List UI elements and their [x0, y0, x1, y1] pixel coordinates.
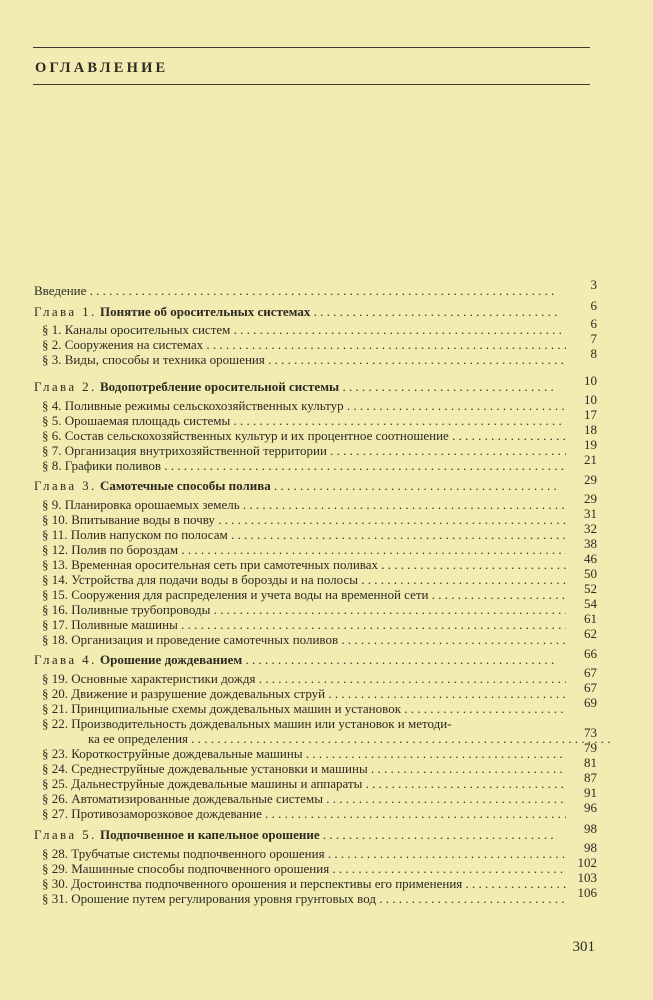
section-title: Поливные трубопроводы	[71, 602, 211, 617]
section-title-continued: ка ее определения	[88, 731, 189, 746]
toc-section-entry	[0, 521, 653, 542]
section-title: Графики поливов	[64, 458, 162, 473]
section-number: § 17.	[42, 617, 68, 632]
section-number: § 5.	[42, 413, 62, 428]
toc-chapter-entry	[0, 298, 653, 319]
toc-page-number: 3	[590, 277, 597, 292]
toc-page-number: 96	[584, 800, 597, 815]
section-title: Орошаемая площадь системы	[64, 413, 231, 428]
intro-title: Введение	[34, 283, 87, 298]
section-number: § 19.	[42, 671, 68, 686]
toc-page-number: 91	[584, 785, 597, 800]
section-title: Производительность дождевальных машин или установок и методи-	[71, 716, 452, 731]
toc-chapter-entry	[0, 373, 653, 394]
section-number: § 16.	[42, 602, 68, 617]
toc-section-entry	[0, 785, 653, 806]
section-number: § 27.	[42, 806, 68, 821]
toc-section-entry	[0, 611, 653, 632]
section-title: Временная оросительная сеть при самотечных поливах	[71, 557, 379, 572]
section-number: § 21.	[42, 701, 68, 716]
toc-section-entry	[0, 506, 653, 527]
section-number: § 11.	[42, 527, 68, 542]
toc-page-number: 19	[584, 437, 597, 452]
toc-page-number: 31	[584, 506, 597, 521]
section-number: § 9.	[42, 497, 62, 512]
section-number: § 26.	[42, 791, 68, 806]
section-number: § 10.	[42, 512, 68, 527]
toc-section-entry	[0, 680, 653, 701]
toc-page-number: 32	[584, 521, 597, 536]
toc-section-entry	[0, 437, 653, 458]
section-number: § 24.	[42, 761, 68, 776]
toc-page-number: 102	[577, 855, 597, 870]
toc-section-entry	[0, 626, 653, 647]
section-title: Полив напуском по полосам	[70, 527, 228, 542]
toc-section-entry	[0, 725, 653, 746]
toc-page-number: 73	[584, 725, 597, 740]
toc-section-entry	[0, 695, 653, 716]
toc-section-entry	[0, 855, 653, 876]
toc-page-number: 7	[590, 331, 597, 346]
toc-page-number: 29	[584, 491, 597, 506]
toc-chapter-entry	[0, 821, 653, 842]
section-number: § 30.	[42, 876, 68, 891]
section-title: Состав сельскохозяйственных культур и их процентное соотношение	[64, 428, 449, 443]
section-title: Полив по бороздам	[71, 542, 179, 557]
toc-page-number: 98	[584, 821, 597, 836]
toc-section-entry	[0, 566, 653, 587]
toc-section-entry	[0, 392, 653, 413]
section-title: Поливные машины	[71, 617, 178, 632]
section-number: § 18.	[42, 632, 68, 647]
toc-section-entry	[0, 800, 653, 821]
chapter-label: Глава 5.	[34, 827, 97, 842]
toc-page-number: 66	[584, 646, 597, 661]
toc-page-number: 62	[584, 626, 597, 641]
section-title: Движение и разрушение дождевальных струй	[71, 686, 326, 701]
toc-page-number: 6	[590, 316, 597, 331]
section-title: Короткоструйные дождевальные машины	[71, 746, 303, 761]
chapter-label: Глава 2.	[34, 379, 97, 394]
toc-page-number: 103	[577, 870, 597, 885]
toc-section-entry	[0, 491, 653, 512]
toc-section-entry	[0, 596, 653, 617]
toc-chapter-entry	[0, 646, 653, 667]
toc-section-entry	[0, 346, 653, 367]
toc-page-number: 17	[584, 407, 597, 422]
section-title: Орошение путем регулирования уровня грунтовых вод	[71, 891, 376, 906]
toc-section-entry	[0, 452, 653, 473]
section-number: § 20.	[42, 686, 68, 701]
toc-page-number: 10	[584, 373, 597, 388]
section-title: Дальнеструйные дождевальные машины и аппараты	[71, 776, 363, 791]
toc-page-number: 67	[584, 680, 597, 695]
toc-page-number: 6	[590, 298, 597, 313]
toc-section-entry	[0, 885, 653, 906]
toc-page-number: 81	[584, 755, 597, 770]
toc-chapter-entry	[0, 472, 653, 493]
section-title: Поливные режимы сельскохозяйственных культур	[64, 398, 344, 413]
section-title: Организация внутрихозяйственной территории	[64, 443, 327, 458]
toc-section-entry	[0, 840, 653, 861]
toc-page-number: 67	[584, 665, 597, 680]
toc-section-entry	[0, 770, 653, 791]
toc-page-number: 10	[584, 392, 597, 407]
toc-section-entry	[0, 716, 653, 731]
toc-page-number: 29	[584, 472, 597, 487]
toc-section-entry	[0, 551, 653, 572]
section-number: § 8.	[42, 458, 62, 473]
toc-page-number: 46	[584, 551, 597, 566]
toc-page-number: 69	[584, 695, 597, 710]
section-title: Виды, способы и техника орошения	[64, 352, 265, 367]
section-title: Среднеструйные дождевальные установки и машины	[71, 761, 368, 776]
section-number: § 15.	[42, 587, 68, 602]
section-title: Планировка орошаемых земель	[64, 497, 240, 512]
toc-page-number: 54	[584, 596, 597, 611]
section-number: § 22.	[42, 716, 68, 731]
section-number: § 13.	[42, 557, 68, 572]
section-title: Впитывание воды в почву	[71, 512, 215, 527]
section-title: Каналы оросительных систем	[64, 322, 231, 337]
section-title: Автоматизированные дождевальные системы	[71, 791, 323, 806]
section-title: Сооружения на системах	[64, 337, 204, 352]
section-title: Устройства для подачи воды в борозды и на полосы	[71, 572, 358, 587]
toc-section-entry	[0, 581, 653, 602]
section-title: Противозаморозковое дождевание	[71, 806, 262, 821]
toc-section-entry	[0, 536, 653, 557]
toc-section-entry	[0, 740, 653, 761]
section-title: Трубчатые системы подпочвенного орошения	[71, 846, 325, 861]
chapter-label: Глава 1.	[34, 304, 97, 319]
section-number: § 6.	[42, 428, 62, 443]
toc-section-entry	[0, 316, 653, 337]
section-number: § 25.	[42, 776, 68, 791]
section-title: Достоинства подпочвенного орошения и перспективы его применения	[71, 876, 463, 891]
toc-page-number: 38	[584, 536, 597, 551]
chapter-label: Глава 4.	[34, 652, 97, 667]
toc-page-number: 87	[584, 770, 597, 785]
toc-page-number: 61	[584, 611, 597, 626]
toc-section-entry	[0, 665, 653, 686]
chapter-title: Подпочвенное и капельное орошение	[99, 827, 320, 842]
section-number: § 12.	[42, 542, 68, 557]
section-title: Сооружения для распределения и учета воды на временной сети	[71, 587, 429, 602]
chapter-title: Водопотребление оросительной системы	[99, 379, 340, 394]
toc-page-number: 52	[584, 581, 597, 596]
section-title: Организация и проведение самотечных поливов	[71, 632, 339, 647]
toc-intro-entry	[0, 277, 653, 298]
toc-page-number: 106	[577, 885, 597, 900]
toc-page-number: 79	[584, 740, 597, 755]
toc-page-number: 18	[584, 422, 597, 437]
section-number: § 23.	[42, 746, 68, 761]
chapter-label: Глава 3.	[34, 478, 97, 493]
chapter-title: Самотечные способы полива	[99, 478, 271, 493]
section-number: § 3.	[42, 352, 62, 367]
section-number: § 28.	[42, 846, 68, 861]
section-number: § 2.	[42, 337, 62, 352]
toc-page-number: 50	[584, 566, 597, 581]
toc-page-number: 98	[584, 840, 597, 855]
section-title: Машинные способы подпочвенного орошения	[71, 861, 330, 876]
page-heading: ОГЛАВЛЕНИЕ	[35, 60, 169, 76]
toc-section-entry	[0, 331, 653, 352]
chapter-title: Орошение дождеванием	[99, 652, 243, 667]
section-number: § 14.	[42, 572, 68, 587]
section-title: Основные характеристики дождя	[71, 671, 256, 686]
section-number: § 7.	[42, 443, 62, 458]
toc-page-number: 8	[590, 346, 597, 361]
toc-page-number: 21	[584, 452, 597, 467]
toc-section-entry	[0, 755, 653, 776]
page-number: 301	[572, 939, 595, 955]
toc-section-entry	[0, 422, 653, 443]
toc-section-entry	[0, 407, 653, 428]
section-number: § 4.	[42, 398, 62, 413]
toc-section-entry	[0, 870, 653, 891]
section-number: § 29.	[42, 861, 68, 876]
chapter-title: Понятие об оросительных системах	[99, 304, 311, 319]
section-number: § 31.	[42, 891, 68, 906]
section-number: § 1.	[42, 322, 62, 337]
section-title: Принципиальные схемы дождевальных машин и установок	[71, 701, 402, 716]
